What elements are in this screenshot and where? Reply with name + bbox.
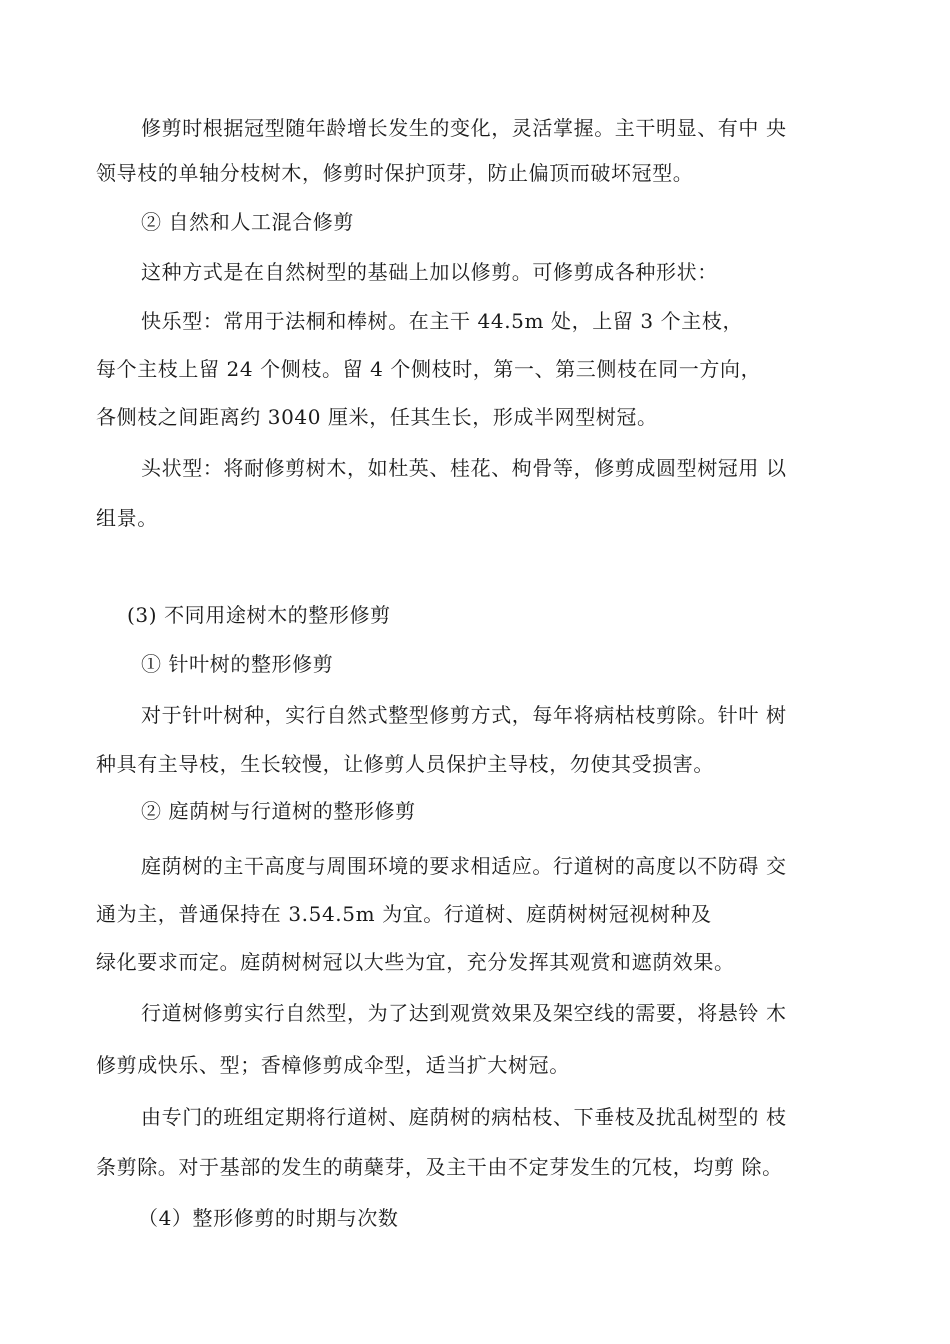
paragraph-line: 这种方式是在自然树型的基础上加以修剪。可修剪成各种形状： (141, 260, 718, 284)
paragraph-line: 组景。 (96, 506, 158, 530)
paragraph-line: 庭荫树的主干高度与周围环境的要求相适应。行道树的高度以不防碍 交 (141, 854, 787, 878)
paragraph-line: 种具有主导枝，生长较慢，让修剪人员保护主导枝，勿使其受损害。 (96, 752, 714, 776)
paragraph-line: 通为主，普通保持在 3.54.5m 为宜。行道树、庭荫树树冠视树种及 (96, 902, 712, 926)
section-heading: （4）整形修剪的时期与次数 (138, 1206, 399, 1230)
paragraph-line: 行道树修剪实行自然型，为了达到观赏效果及架空线的需要，将悬铃 木 (141, 1001, 787, 1025)
paragraph-line: 修剪时根据冠型随年龄增长发生的变化，灵活掌握。主干明显、有中 央 (141, 116, 787, 140)
subsection-heading: ① 针叶树的整形修剪 (141, 652, 334, 676)
paragraph-line: 快乐型：常用于法桐和棒树。在主干 44.5m 处，上留 3 个主枝， (141, 309, 744, 333)
paragraph-line: 修剪成快乐、型；香樟修剪成伞型，适当扩大树冠。 (96, 1053, 570, 1077)
paragraph-line: 绿化要求而定。庭荫树树冠以大些为宜，充分发挥其观赏和遮荫效果。 (96, 950, 735, 974)
subsection-heading: ② 庭荫树与行道树的整形修剪 (141, 799, 416, 823)
paragraph-line: 每个主枝上留 24 个侧枝。留 4 个侧枝时，第一、第三侧枝在同一方向， (96, 357, 762, 381)
paragraph-line: 由专门的班组定期将行道树、庭荫树的病枯枝、下垂枝及扰乱树型的 枝 (141, 1105, 787, 1129)
paragraph-line: 领导枝的单轴分枝树木，修剪时保护顶芽，防止偏顶而破坏冠型。 (96, 161, 694, 185)
section-heading: (3) 不同用途树木的整形修剪 (127, 603, 391, 627)
paragraph-line: 各侧枝之间距离约 3040 厘米，任其生长，形成半网型树冠。 (96, 405, 658, 429)
paragraph-line: 头状型：将耐修剪树木，如杜英、桂花、枸骨等，修剪成圆型树冠用 以 (141, 456, 787, 480)
subsection-heading: ② 自然和人工混合修剪 (141, 210, 354, 234)
paragraph-line: 条剪除。对于基部的发生的萌蘖芽，及主干由不定芽发生的冗枝，均剪 除。 (96, 1155, 783, 1179)
paragraph-line: 对于针叶树种，实行自然式整型修剪方式，每年将病枯枝剪除。针叶 树 (141, 703, 787, 727)
